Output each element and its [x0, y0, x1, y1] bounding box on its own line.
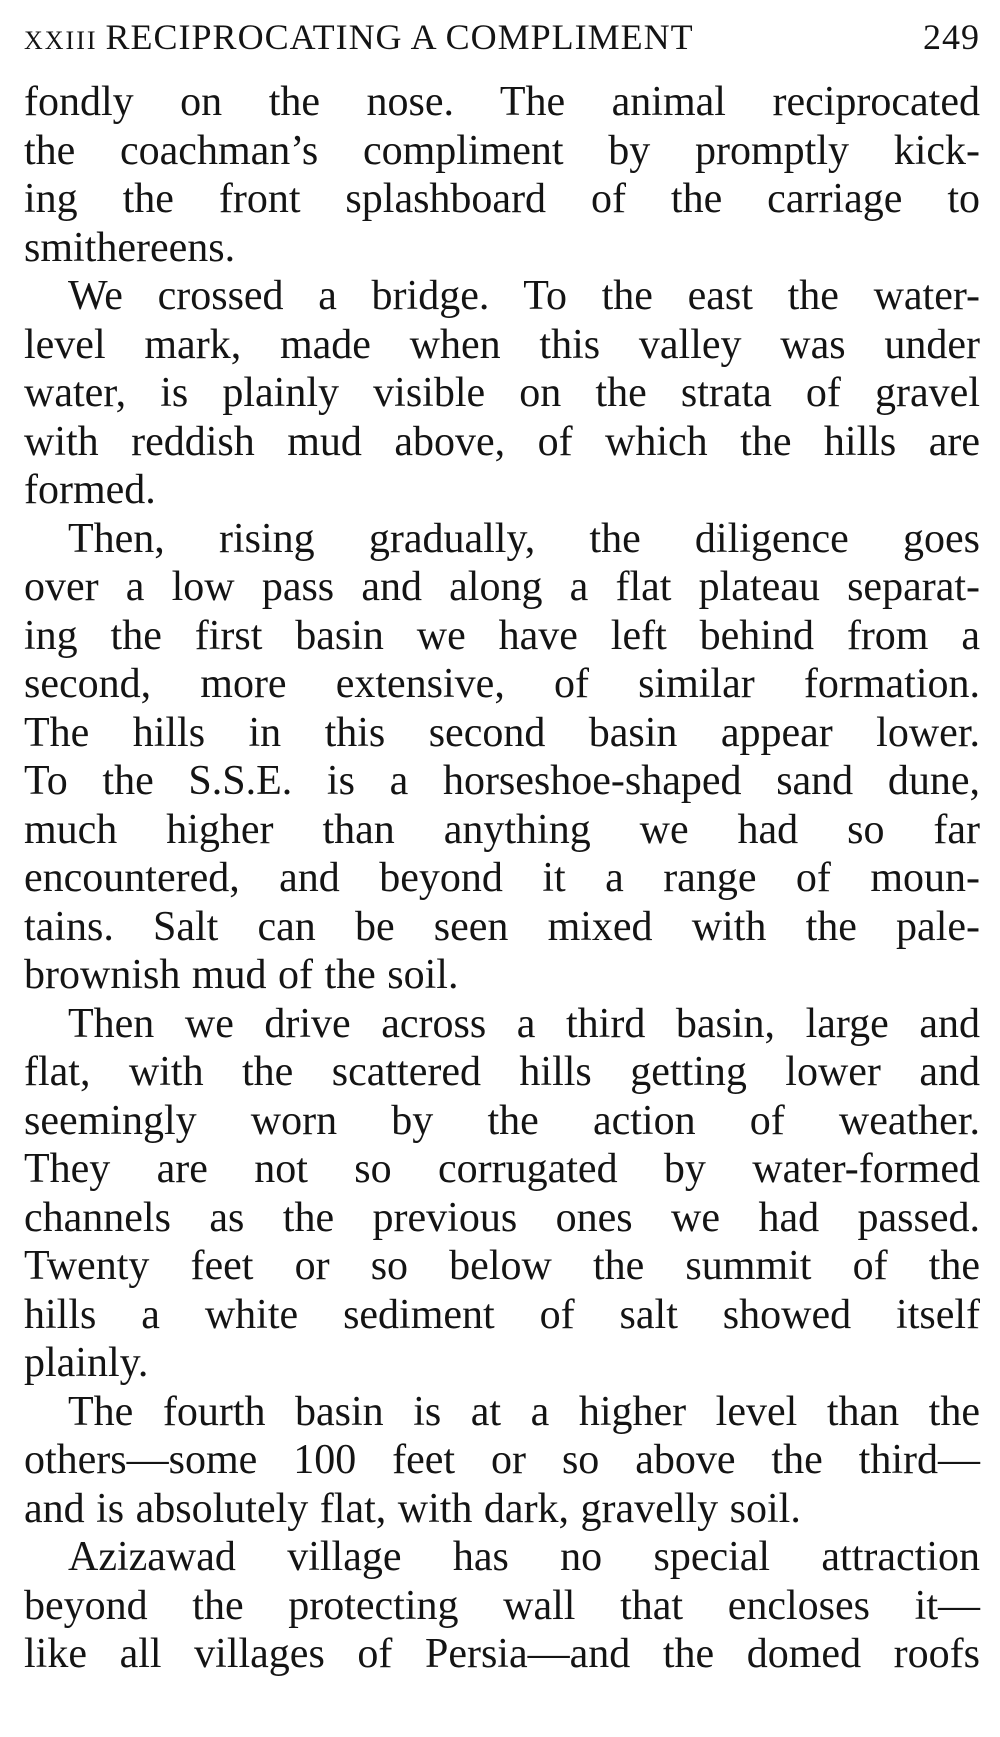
text-line: Then, rising gradually, the diligence goes [68, 515, 980, 562]
text-line: others—some 100 feet or so above the third— [24, 1437, 980, 1483]
text-line: We crossed a bridge. To the east the water- [68, 273, 980, 319]
text-line: flat, with the scattered hills getting lower and [24, 1049, 980, 1095]
text-line: To the S.S.E. is a horseshoe-shaped sand dune, [24, 758, 980, 804]
text-line: The fourth basin is at a higher level than the [68, 1388, 980, 1435]
text-line: level mark, made when this valley was under [24, 321, 980, 368]
text-line: channels as the previous ones we had passed. [24, 1194, 980, 1241]
paragraph [24, 1388, 980, 1534]
text-line: They are not so corrugated by water-formed [24, 1146, 980, 1192]
text-line: Then we drive across a third basin, large and [68, 1000, 980, 1047]
book-page [24, 14, 980, 1679]
body-text [24, 78, 980, 1679]
text-line: seemingly worn by the action of weather. [24, 1097, 980, 1144]
text-line: brownish mud of the soil. [24, 952, 459, 998]
text-line: plainly. [24, 1340, 149, 1386]
paragraph [24, 1000, 980, 1388]
paragraph [24, 272, 980, 515]
text-line: water, is plainly visible on the strata of gravel [24, 370, 980, 416]
text-line: ing the front splashboard of the carriage to [24, 176, 980, 222]
paragraph [24, 78, 980, 272]
paragraph [24, 515, 980, 1000]
text-line: with reddish mud above, of which the hills are [24, 418, 980, 465]
text-line: hills a white sediment of salt showed itself [24, 1291, 980, 1338]
chapter-number: XXIII [24, 26, 98, 55]
text-line: the coachman’s compliment by promptly kick- [24, 127, 980, 174]
text-line: Twenty feet or so below the summit of the [24, 1243, 980, 1289]
text-line: much higher than anything we had so far [24, 806, 980, 853]
text-line: second, more extensive, of similar formation. [24, 661, 980, 707]
text-line: tains. Salt can be seen mixed with the pale- [24, 903, 980, 950]
text-line: and is absolutely flat, with dark, gravelly soil. [24, 1485, 801, 1532]
text-line: encountered, and beyond it a range of moun- [24, 855, 980, 901]
text-line: like all villages of Persia—and the domed roofs [24, 1631, 980, 1677]
page-number: 249 [923, 17, 980, 57]
text-line: fondly on the nose. The animal reciprocated [24, 79, 980, 125]
text-line: ing the first basin we have left behind from a [24, 612, 980, 659]
text-line: The hills in this second basin appear lower. [24, 709, 980, 756]
paragraph [24, 1533, 980, 1679]
text-line: Azizawad village has no special attraction [68, 1534, 980, 1580]
text-line: over a low pass and along a flat plateau separat- [24, 564, 980, 610]
text-line: formed. [24, 467, 156, 513]
text-line: smithereens. [24, 224, 236, 271]
running-head [24, 14, 980, 78]
text-line: beyond the protecting wall that encloses it— [24, 1582, 980, 1629]
chapter-title: RECIPROCATING A COMPLIMENT [105, 17, 694, 57]
